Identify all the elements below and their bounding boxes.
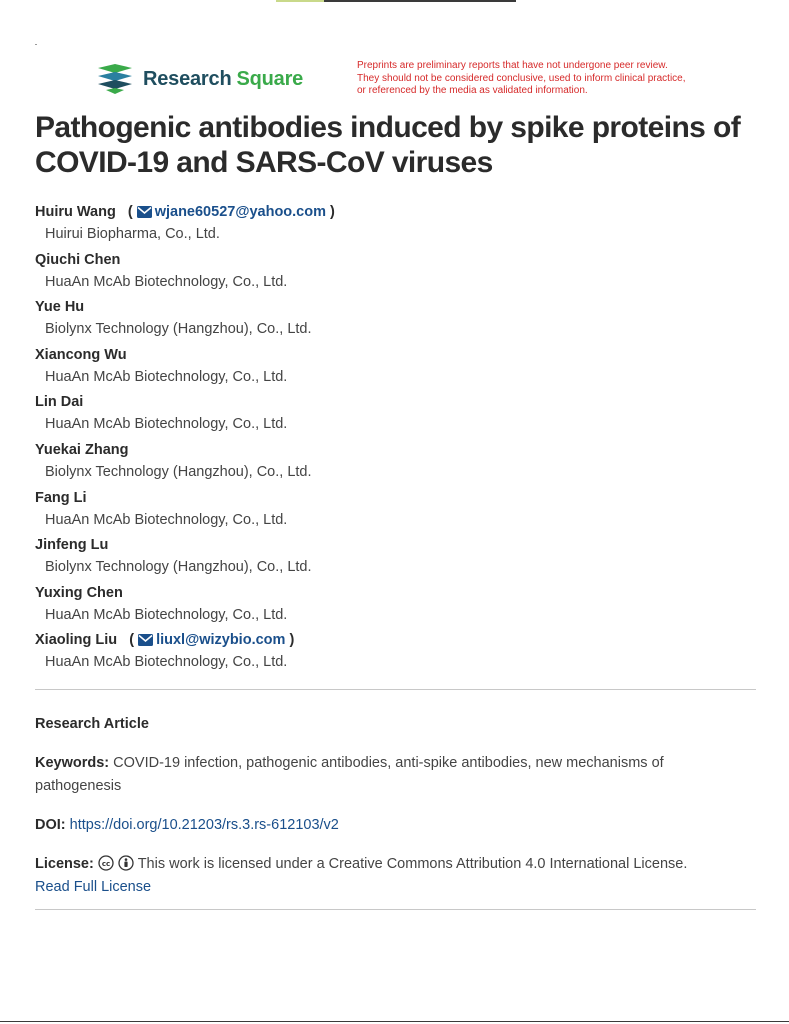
read-full-license-link[interactable]: Read Full License (35, 879, 152, 895)
article-title: Pathogenic antibodies induced by spike proteins of COVID-19 and SARS-CoV viruses (35, 111, 741, 179)
keywords-label: Keywords: (35, 755, 110, 771)
keywords-value: COVID-19 infection, pathogenic antibodies, anti-spike antibodies, new mechanisms of pathogenesis (35, 755, 664, 794)
section-divider (35, 689, 756, 690)
author-email[interactable]: ( liuxl@wizybio.com ) (129, 632, 295, 649)
author-name: Xiancong Wu (35, 346, 127, 363)
author-name: Jinfeng Lu (35, 537, 109, 554)
svg-text:cc: cc (101, 859, 111, 868)
logo-word-square: Square (236, 67, 304, 90)
doi (35, 814, 735, 837)
author-item (35, 201, 755, 249)
preprint-disclaimer (357, 60, 686, 98)
page-mark (35, 44, 37, 45)
logo-word-research: Research (143, 67, 232, 90)
author-affiliation: Biolynx Technology (Hangzhou), Co., Ltd. (45, 559, 312, 576)
author-item (35, 629, 755, 677)
author-affiliation: HuaAn McAb Biotechnology, Co., Ltd. (45, 273, 288, 290)
author-email[interactable]: ( wjane60527@yahoo.com ) (127, 204, 335, 220)
disclaimer-line: Preprints are preliminary reports that have not undergone peer review. (357, 60, 668, 71)
logo-icon (96, 64, 134, 94)
author-name: Lin Dai (35, 394, 84, 411)
page-header (96, 60, 759, 100)
author-name: Qiuchi Chen (35, 251, 121, 268)
doi-link[interactable]: https://doi.org/10.21203/rs.3.rs-612103/v2 (69, 817, 339, 833)
author-item (35, 582, 755, 630)
research-square-logo[interactable] (96, 64, 303, 94)
author-affiliation: Huirui Biopharma, Co., Ltd. (45, 226, 220, 242)
author-name: Yue Hu (35, 299, 85, 316)
email-link[interactable]: wjane60527@yahoo.com (154, 204, 326, 220)
envelope-icon (137, 206, 152, 218)
license (35, 853, 756, 899)
author-item (35, 439, 755, 487)
author-affiliation: HuaAn McAb Biotechnology, Co., Ltd. (45, 368, 288, 385)
cc-icon (98, 855, 114, 871)
author-list (35, 201, 755, 677)
keywords (35, 752, 735, 798)
author-name: Huiru Wang (35, 204, 116, 220)
author-affiliation: HuaAn McAb Biotechnology, Co., Ltd. (45, 511, 288, 528)
author-name: Fang Li (35, 489, 87, 506)
disclaimer-line: They should not be considered conclusive, used to inform clinical practice, (357, 72, 686, 84)
page-bottom-rule (0, 1021, 789, 1022)
logo-text (143, 68, 303, 91)
license-label: License: (35, 856, 94, 872)
author-affiliation: Biolynx Technology (Hangzhou), Co., Ltd. (45, 463, 312, 480)
attribution-icon (118, 855, 134, 871)
top-progress-bar (276, 0, 516, 2)
author-item (35, 249, 755, 297)
author-item (35, 534, 755, 582)
author-item (35, 344, 755, 392)
author-item (35, 391, 755, 439)
author-affiliation: HuaAn McAb Biotechnology, Co., Ltd. (45, 654, 288, 671)
email-link[interactable]: liuxl@wizybio.com (156, 632, 286, 649)
author-item (35, 296, 755, 344)
license-text: This work is licensed under a Creative Commons Attribution 4.0 International License. (137, 856, 688, 872)
section-divider (35, 909, 756, 910)
article-type: Research Article (35, 716, 149, 732)
author-affiliation: Biolynx Technology (Hangzhou), Co., Ltd. (45, 321, 312, 338)
envelope-icon (138, 634, 153, 646)
author-name: Yuekai Zhang (35, 441, 129, 458)
author-affiliation: HuaAn McAb Biotechnology, Co., Ltd. (45, 606, 288, 623)
author-affiliation: HuaAn McAb Biotechnology, Co., Ltd. (45, 416, 288, 433)
doi-label: DOI: (35, 817, 66, 833)
author-name: Yuxing Chen (35, 584, 123, 601)
author-item (35, 487, 755, 535)
author-name: Xiaoling Liu (35, 632, 118, 649)
disclaimer-line: or referenced by the media as validated information. (357, 85, 588, 96)
